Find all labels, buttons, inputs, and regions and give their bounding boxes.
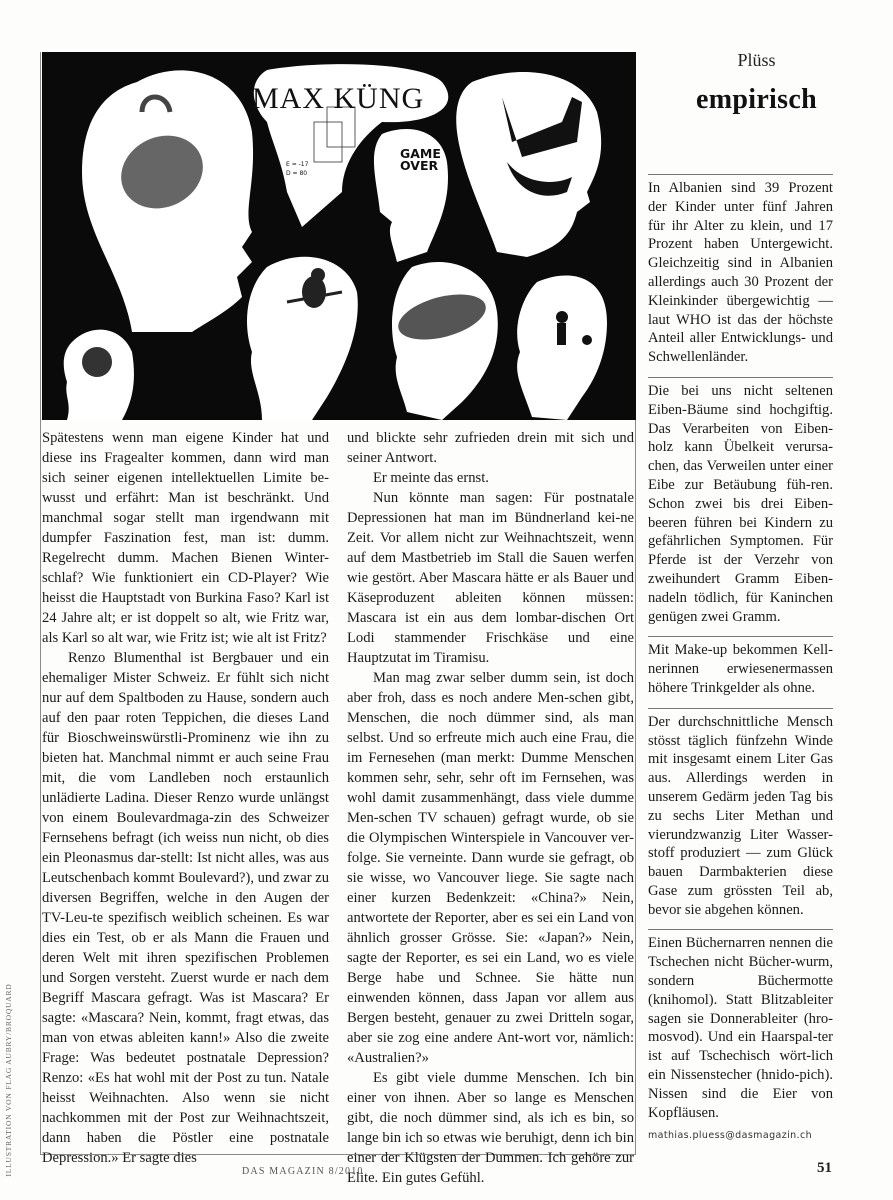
- illustration-credit: ILLUSTRATION VON FLAG AUBRY/BROQUARD: [4, 983, 13, 1177]
- fact-item: Einen Büchernarren nennen die Tschechen nicht Bücher-wurm, sondern Büchermotte (knihomol). Statt Blitzableiter sagen sie Donnerableiter (hro-mosvod). Und ein Haarspal-ter ist auf Tschechisch wört-lich ein Nissenstecher (hnido-pich). Nissen sind die Eier von Kopfläusen.: [648, 929, 833, 1122]
- article-paragraph: Spätestens wenn man eigene Kinder hat und diese ins Fragealter kommen, dann wird man sich seiner eigenen intellektuellen Limite be-wusst und erfährt: Man ist beschränkt. Und manchmal sogar stellt man irgendwann mit dumpfer Faszination fest, man ist: dumm. Regelrecht dumm. Machen Bienen Winter-schlaf? Wie funktioniert ein CD-Player? Wie heisst die Hauptstadt von Burkina Faso? Karl ist 24 Jahre alt; er ist doppelt so alt, wie Fritz war, als Karl so alt war, wie Fritz ist; wie alt ist Fritz?: [42, 430, 329, 646]
- column-headline: empirisch: [696, 84, 817, 115]
- column-author: Plüss: [737, 50, 776, 70]
- equation-label: E = -17 D = 80: [286, 161, 309, 177]
- article-column-left: [42, 428, 329, 1168]
- fact-item: Der durchschnittliche Mensch stösst täglich fünfzehn Winde mit insgesamt einem Liter Gas aus. Allerdings werden in unserem Gedärm jeden Tag bis zu sechs Liter Methan und vierundzwanzig Liter Wasser-stoff produziert — zum Glück bauen Darmbakterien diese Gase zum grössten Teil ab, bevor sie abgehen können.: [648, 708, 833, 920]
- facts-list: [648, 174, 833, 1132]
- magazine-footer: DAS MAGAZIN 8/2010: [242, 1166, 364, 1177]
- article-paragraph: Renzo Blumenthal ist Bergbauer und ein ehemaliger Mister Schweiz. Er fühlt sich nicht nur auf dem Spaltboden zu Hause, sondern auch auf den paar roten Teppichen, die dieses Land für Bioschweinswürstli-Prominenz wie ihn zu bieten hat. Manchmal nimmt er auch seine Frau mit, die vom Landleben noch erstaunlich unlädierte Ladina. Dieser Renzo wurde unlängst von einem Boulevardmaga-zin des Schweizer Fernsehens befragt (ich weiss nun nicht, ob dies ein Pleonasmus dar-stellt: Ist nicht alles, was aus Leutschenbach kommt Boulevard?), und zwar zu diversen Begriffen, welche in den Augen der TV-Leu-te spezifisch weiblich scheinen. Es war dies ein Test, ob er als Mann die Frauen und deren Welt mit ihren spezifischen Problemen und Sorgen versteht. Zuerst wurde er nach dem Begriff Mascara gefragt. Was ist Mascara? Er sagte: «Mascara? Nein, kommt, fragt etwas, das man von etwas ableiten kann!» Also die zweite Frage: Was bedeutet postnatale Depression? Renzo: «Es hat wohl mit der Post zu tun. Natale heisst Weihnachten. Also wenn sie nicht nachkommen mit der Post zur Weihnachtszeit, dann haben die Pöstler eine postnatale Depression.» Er sagte dies: [42, 650, 329, 1166]
- page-number: 51: [817, 1160, 832, 1176]
- illustration-title: MAX KÜNG: [252, 82, 425, 115]
- fact-item: Mit Make-up bekommen Kell-nerinnen erwiesenermassen höhere Trinkgelder als ohne.: [648, 636, 833, 697]
- author-email-link[interactable]: mathias.pluess@dasmagazin.ch: [648, 1130, 813, 1141]
- article-paragraph: und blickte sehr zufrieden drein mit sich und seiner Antwort.: [347, 430, 634, 466]
- article-column-right: [347, 428, 634, 1188]
- game-over-label: GAME OVER: [400, 146, 441, 173]
- article-paragraph: Er meinte das ernst.: [373, 470, 489, 486]
- fact-item: Die bei uns nicht seltenen Eiben-Bäume sind hochgiftig. Das Verarbeiten von Eiben-holz kann Übelkeit verursa-chen, das Verweilen unter einer Eibe zur Betäubung füh-ren. Schon zwei bis drei Eiben-beeren führen bei Kindern zu gefährlichen Symptomen. Für Pferde ist der Verzehr von zweihundert Gramm Eiben-nadeln tödlich, für Kaninchen genügen zwei Gramm.: [648, 377, 833, 626]
- article-paragraph: Nun könnte man sagen: Für postnatale Depressionen hat man im Bündnerland kei-ne Zeit. Vor allem nicht zur Weihnachtszeit, wenn auf dem Mastbetrieb im Stall die Sauen werfen wie gestört. Aber Mascara hätte er als Bauer und Käseproduzent ableiten können müssen: Mascara ist ein aus dem lombar-dischen Ort Lodi stammender Frischkäse und eine Hauptzutat im Tiramisu.: [347, 490, 634, 666]
- fact-item: In Albanien sind 39 Prozent der Kinder unter fünf Jahren für ihr Alter zu klein, und 17 Prozent haben Untergewicht. Gleichzeitig sind in Albanien allerdings auch 30 Prozent der Kleinkinder übergewichtig — laut WHO ist das der höchste Anteil aller Entwicklungs- und Schwellenländer.: [648, 174, 833, 367]
- article-paragraph: Es gibt viele dumme Menschen. Ich bin einer von ihnen. Aber so lange es Menschen gibt, die noch dümmer sind, als ich es bin, so lange bin ich so etwas wie beruhigt, denn ich bin einer der Klügsten der Dummen. Ich gehöre zur Elite. Ein gutes Gefühl.: [347, 1070, 634, 1186]
- article-paragraph: Man mag zwar selber dumm sein, ist doch aber froh, dass es noch andere Men-schen gibt, Menschen, die noch dümmer sind, als man selbst. Und so erfreute mich auch eine Frau, die im Fernesehen (man merkt: Dumme Menschen kommen sehr, sehr, sehr oft im Fernsehen, was wohl damit zusammenhängt, dass viele dumme Men-schen TV schauen) gefragt wurde, ob sie die Olympischen Winterspiele in Vancouver ver-folge. Sie verneinte. Dann wurde sie gefragt, ob sie wisse, wo Vancouver liege. Sie sagte nach einer kurzen Bedenkzeit: «China?» Nein, antwortete der Reporter, aber es sei ein Land von ähnlich grosser Grösse. Sie: «Japan?» Nein, sagte der Reporter, es sei ein Land, wo es viele Berge habe und Schnee. Sie hätte nun einwenden können, dass Japan vor allem aus Bergen besteht, genauer zu zwei Dritteln sogar, aber sie zog eine andere Ant-wort vor, nämlich: «Australien?»: [347, 670, 634, 1066]
- collage-illustration: [42, 52, 636, 420]
